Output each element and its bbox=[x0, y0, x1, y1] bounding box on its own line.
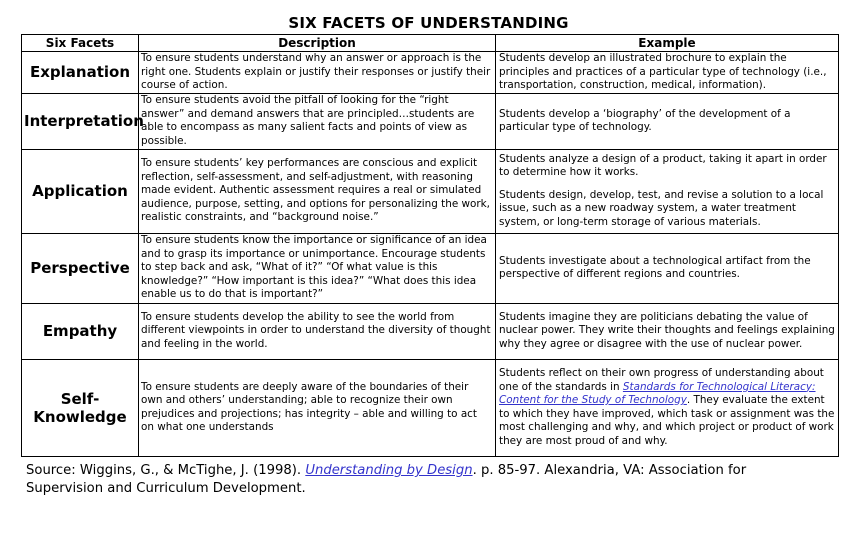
description-perspective: To ensure students know the importance or significance of an idea and to grasp its importance or unimportance. Encourage students to step back and ask, “What of it?” “Of what value is this knowledge?” “How important is this idea?” “What does this idea enable us to do that is important?” bbox=[139, 233, 496, 303]
example-application bbox=[496, 149, 839, 233]
source-citation bbox=[26, 462, 826, 497]
description-explanation: To ensure students understand why an answer or approach is the right one. Students explain or justify their responses or justify their course of action. bbox=[139, 52, 496, 94]
page-title: SIX FACETS OF UNDERSTANDING bbox=[288, 14, 569, 32]
header-example: Example bbox=[496, 35, 839, 52]
facets-table bbox=[21, 34, 839, 457]
example-explanation: Students develop an illustrated brochure to explain the principles and practices of a particular type of technology (i.e., transportation, construction, medical, information). bbox=[496, 52, 839, 94]
example-empathy: Students imagine they are politicians debating the value of nuclear power. They write their thoughts and feelings explaining why they agree or disagree with the use of nuclear power. bbox=[496, 303, 839, 359]
table-row bbox=[22, 233, 839, 303]
example-self-knowledge-text-before: Students reflect on their own progress of understanding about one of the standards in bbox=[499, 367, 824, 393]
facet-self-knowledge bbox=[22, 359, 139, 456]
source-text-after: . p. 85-97. Alexandria, VA: Association for Supervision and Curriculum Development. bbox=[26, 463, 747, 496]
table-row bbox=[22, 93, 839, 149]
paragraph-gap bbox=[499, 180, 835, 189]
table-row bbox=[22, 52, 839, 94]
example-self-knowledge bbox=[496, 359, 839, 456]
example-application-1: Students analyze a design of a product, taking it apart in order to determine how it works. bbox=[499, 152, 827, 179]
facet-self-knowledge-line1: Self- bbox=[60, 389, 100, 408]
facet-perspective: Perspective bbox=[22, 233, 139, 303]
table-row bbox=[22, 303, 839, 359]
example-self-knowledge-text-after: . They evaluate the extent to which they have improved, which task or assignment was the most challenging and why, and which project or product of work they are most proud of and why. bbox=[499, 394, 835, 447]
example-perspective: Students investigate about a technological artifact from the perspective of different regions and countries. bbox=[496, 233, 839, 303]
header-description: Description bbox=[139, 35, 496, 52]
description-empathy: To ensure students develop the ability to see the world from different viewpoints in order to understand the diversity of thought and feeling in the world. bbox=[139, 303, 496, 359]
description-application: To ensure students’ key performances are conscious and explicit reflection, self-assessment, and self-adjustment, with reasoning made evident. Authentic assessment requires a real or simulated audience, purpose, setting, and options for personalizing the work, realistic constraints, and “background noise.” bbox=[139, 149, 496, 233]
facet-interpretation: Interpretation bbox=[22, 93, 139, 149]
description-interpretation: To ensure students avoid the pitfall of looking for the “right answer” and demand answers that are principled…students are able to encompass as many salient facts and points of view as possible. bbox=[139, 93, 496, 149]
table-row bbox=[22, 149, 839, 233]
header-six-facets: Six Facets bbox=[22, 35, 139, 52]
example-interpretation: Students develop a ‘biography’ of the development of a particular type of technology. bbox=[496, 93, 839, 149]
facet-application: Application bbox=[22, 149, 139, 233]
table-row bbox=[22, 359, 839, 456]
source-text-before: Source: Wiggins, G., & McTighe, J. (1998). bbox=[26, 463, 306, 478]
standards-link[interactable]: Standards for Technological Literacy: Content for the Study of Technology bbox=[499, 380, 816, 406]
facet-empathy: Empathy bbox=[22, 303, 139, 359]
source-book-link[interactable]: Understanding by Design bbox=[305, 463, 473, 478]
description-self-knowledge: To ensure students are deeply aware of the boundaries of their own and others’ understanding; able to recognize their own prejudices and projections; has integrity – able and willing to act on what one understands bbox=[139, 359, 496, 456]
facet-self-knowledge-line2: Knowledge bbox=[33, 407, 127, 426]
table-header-row bbox=[22, 35, 839, 52]
example-application-2: Students design, develop, test, and revise a solution to a local issue, such as a new roadway system, a water treatment system, or long-term storage of various materials. bbox=[499, 188, 824, 228]
facet-explanation: Explanation bbox=[22, 52, 139, 94]
